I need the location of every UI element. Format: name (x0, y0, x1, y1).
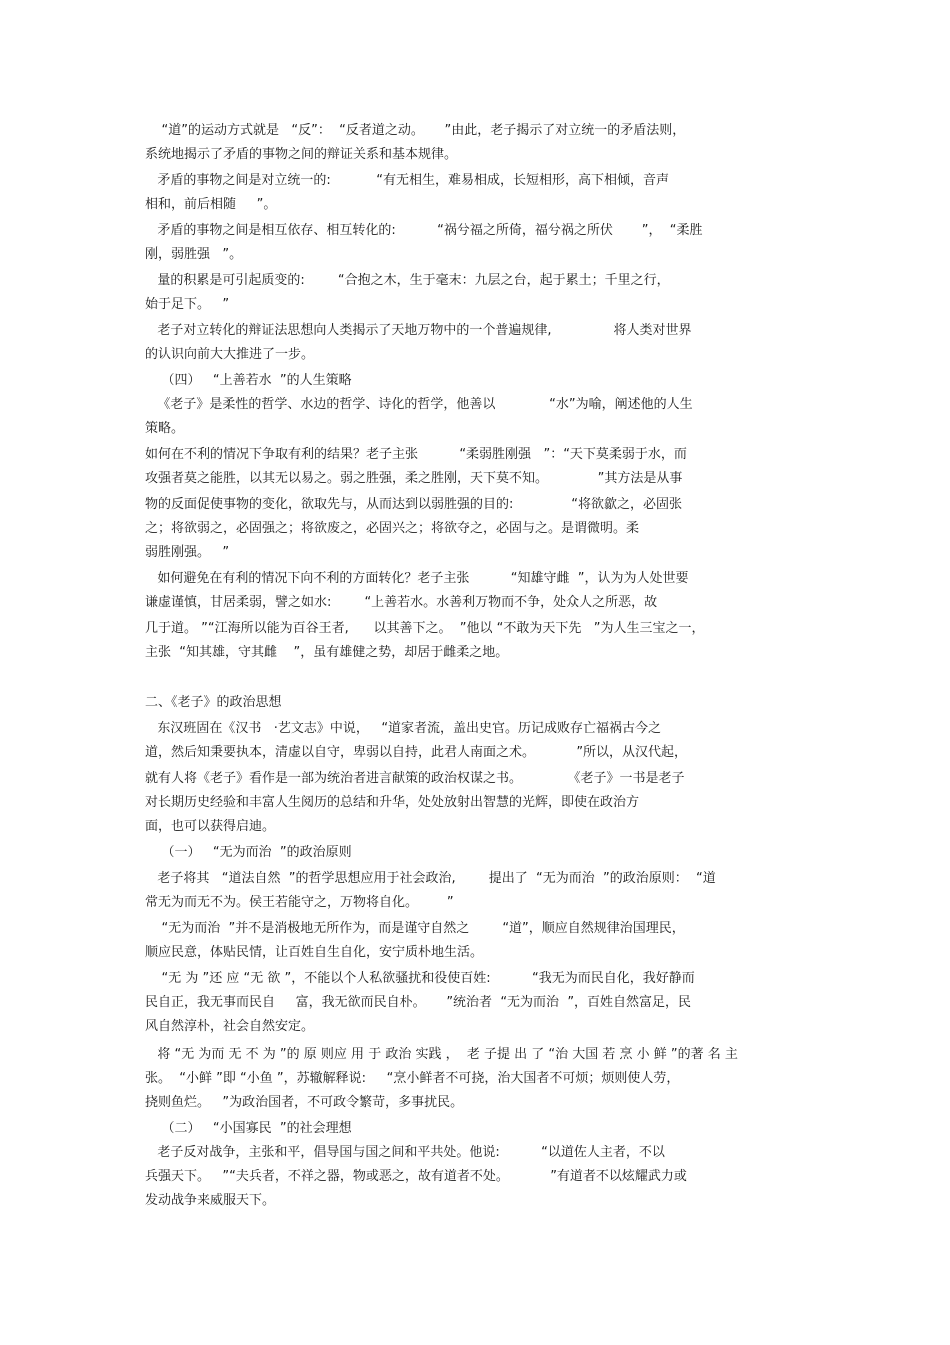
text-line: 兵强天下。 ”“夫兵者，不祥之器，物或恶之，故有道者不处。 ”有道者不以炫耀武力或 (145, 1169, 687, 1184)
text-line: 挠则鱼烂。 ”为政治国者，不可政令繁苛，多事扰民。 (145, 1095, 464, 1110)
text-line: 老子反对战争，主张和平，倡导国与国之间和平共处。他说: “以道佐人主者，不以 (145, 1145, 665, 1160)
text-line: 相和，前后相随 ”。 (145, 197, 277, 212)
text-line: 刚，弱胜强 ”。 (145, 247, 243, 262)
text-line: 就有人将《老子》看作是一部为统治者进言献策的政治权谋之书。 《老子》一书是老子 (145, 771, 685, 786)
text-line: 系统地揭示了矛盾的事物之间的辩证关系和基本规律。 (145, 147, 458, 162)
section-heading: （一） “无为而治 ”的政治原则 (145, 845, 352, 860)
text-line: 的认识向前大大推进了一步。 (145, 347, 315, 362)
text-line: 物的反面促使事物的变化，欲取先与，从而达到以弱胜强的目的: “将欲歙之，必固张 (145, 497, 682, 512)
section-heading: （二） “小国寡民 ”的社会理想 (145, 1121, 352, 1136)
text-line: 攻强者莫之能胜，以其无以易之。弱之胜强，柔之胜刚，天下莫不知。 ”其方法是从事 (145, 471, 683, 486)
text-line: 弱胜刚强。 ” (145, 545, 230, 560)
text-line: “无为而治 ”并不是消极地无所作为，而是谨守自然之 “道”，顺应自然规律治国理民， (145, 921, 685, 936)
section-heading: 二、《老子》的政治思想 (145, 695, 282, 710)
text-line: 将 “无 为而 无 不 为 ”的 原 则应 用 于 政治 实践 ， 老 子提 出 了 “治 大国 若 烹 小 鲜 ”的著 名 主 (145, 1047, 738, 1062)
text-line: 之；将欲弱之，必固强之；将欲废之，必固兴之；将欲夺之，必固与之。是谓微明。柔 (145, 521, 640, 536)
text-line: 面，也可以获得启迪。 (145, 819, 276, 834)
text-line: 主张 “知其雄，守其雌 ”，虽有雄健之势，却居于雌柔之地。 (145, 645, 509, 660)
text-line: 矛盾的事物之间是相互依存、相互转化的: “祸兮福之所倚，福兮祸之所伏 ”， “柔胜 (145, 223, 703, 238)
text-line: 量的积累是可引起质变的: “合抱之木，生于毫末：九层之台，起于累土；千里之行， (145, 273, 670, 288)
text-line: 矛盾的事物之间是对立统一的: “有无相生，难易相成，长短相形，高下相倾，音声 (145, 173, 669, 188)
text-line: 谦虚谨慎，甘居柔弱，譬之如水: “上善若水。水善利万物而不争，处众人之所恶，故 (145, 595, 658, 610)
text-line: 顺应民意，体贴民情，让百姓自生自化，安宁质朴地生活。 (145, 945, 484, 960)
text-line: 民自正，我无事而民自 富，我无欲而民自朴。 ”统治者 “无为而治 ”，百姓自然富足，民 (145, 995, 692, 1010)
text-line: 对长期历史经验和丰富人生阅历的总结和升华，处处放射出智慧的光辉，即使在政治方 (145, 795, 640, 810)
section-heading: （四） “上善若水 ”的人生策略 (145, 373, 352, 388)
text-line: 风自然淳朴，社会自然安定。 (145, 1019, 315, 1034)
text-line: “无 为 ”还 应 “无 欲 ”，不能以个人私欲骚扰和役使百姓: “我无为而民自化，我好静而 (145, 971, 695, 986)
text-line: 发动战争来威服天下。 (145, 1193, 276, 1208)
text-line: 老子对立转化的辩证法思想向人类揭示了天地万物中的一个普遍规律, 将人类对世界 (145, 323, 692, 338)
text-line: 老子将其 “道法自然 ”的哲学思想应用于社会政治, 提出了 “无为而治 ”的政治原则： “道 (145, 871, 716, 886)
text-line: 策略。 (145, 421, 185, 436)
text-line: 如何避免在有利的情况下向不利的方面转化？老子主张 “知雄守雌 ”，认为为人处世要 (145, 571, 689, 586)
text-line: 如何在不利的情况下争取有利的结果？老子主张 “柔弱胜刚强 ”：“天下莫柔弱于水，而 (145, 447, 687, 462)
text-line: 道，然后知秉要执本，清虚以自守，卑弱以自持，此君人南面之术。 ”所以，从汉代起， (145, 745, 688, 760)
text-line: 几于道。 ”“江海所以能为百谷王者, 以其善下之。 ”他以 “不敢为天下先 ”为人生三宝之一， (145, 621, 705, 636)
text-line: “道”的运动方式就是 “反”： “反者道之动。 ”由此，老子揭示了对立统一的矛盾法则， (145, 123, 686, 138)
text-line: 张。 “小鲜 ”即 “小鱼 ”，苏辙解释说: “烹小鲜者不可挠，治大国者不可烦；烦则使人劳， (145, 1071, 680, 1086)
text-line: 常无为而无不为。侯王若能守之，万物将自化。 ” (145, 895, 454, 910)
text-line: 《老子》是柔性的哲学、水边的哲学、诗化的哲学，他善以 “水”为喻，阐述他的人生 (145, 397, 693, 412)
text-line: 始于足下。 ” (145, 297, 230, 312)
text-line: 东汉班固在《汉书 ·艺文志》中说， “道家者流，盖出史官。历记成败存亡福祸古今之 (145, 721, 662, 736)
